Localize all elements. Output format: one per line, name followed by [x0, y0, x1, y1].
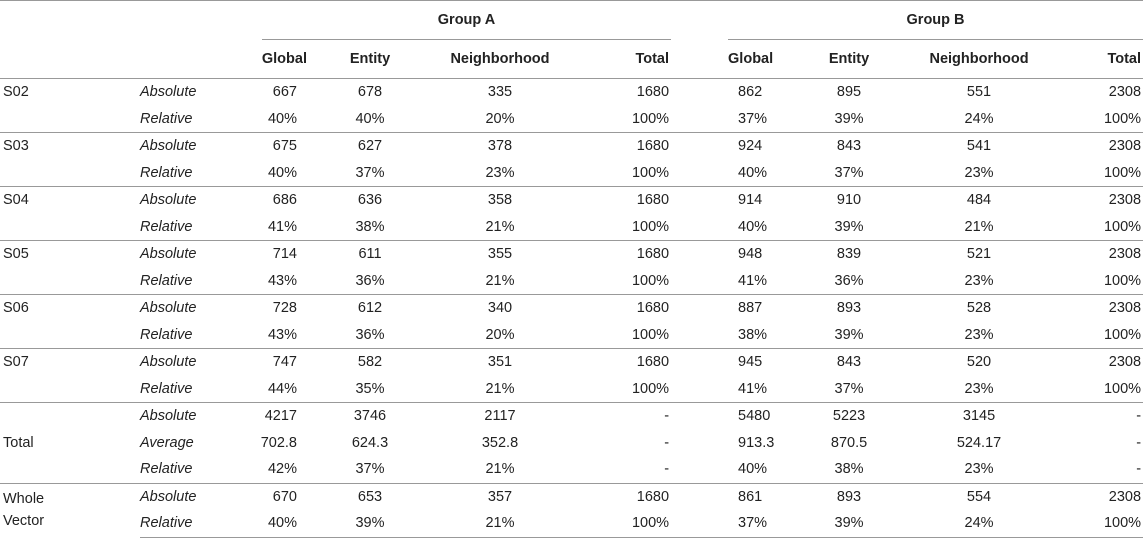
metric-label: Relative: [140, 510, 250, 537]
cell-a-entity: 611: [315, 241, 425, 268]
cell-a-global: 714: [250, 241, 315, 268]
cell-b-neighborhood: 23%: [964, 461, 994, 477]
cell-b-total: 2308: [1054, 79, 1143, 106]
cell-a-global: 670: [250, 483, 315, 510]
col-header-entity-b: Entity: [828, 51, 870, 67]
metric-label: Absolute: [140, 403, 250, 430]
cell-a-entity: 37%: [355, 461, 385, 477]
cell-b-neighborhood: 24%: [904, 510, 1054, 537]
cell-a-entity: 3746: [315, 403, 425, 430]
cell-a-neighborhood: 357: [425, 483, 575, 510]
cell-a-global: 702.8: [260, 434, 297, 451]
cell-b-entity: 39%: [834, 110, 864, 127]
cell-b-total: 100%: [1103, 272, 1142, 289]
cell-b-global: 41%: [738, 272, 768, 289]
cell-a-neighborhood: 378: [425, 133, 575, 160]
cell-b-neighborhood: 23%: [964, 326, 994, 343]
cell-b-global: 40%: [738, 164, 768, 181]
cell-a-global: 686: [250, 187, 315, 214]
cell-a-global: 667: [250, 79, 315, 106]
cell-a-entity: 36%: [355, 326, 385, 343]
row-label: S02: [0, 79, 140, 106]
cell-a-total: -: [664, 434, 670, 451]
row-label: [0, 483, 140, 537]
metric-label: Relative: [140, 164, 193, 181]
cell-a-neighborhood: 340: [425, 295, 575, 322]
cell-a-total: 100%: [631, 110, 670, 127]
metric-label: Absolute: [140, 295, 250, 322]
cell-a-entity: 35%: [355, 380, 385, 397]
cell-b-global: 887: [728, 295, 794, 322]
cell-b-global: 862: [728, 79, 794, 106]
cell-a-global: 43%: [267, 272, 297, 289]
cell-b-total: 2308: [1054, 241, 1143, 268]
metric-label: Absolute: [140, 79, 250, 106]
cell-a-global: 40%: [267, 164, 297, 181]
row-label: S04: [0, 187, 140, 214]
cell-a-global: 43%: [267, 326, 297, 343]
cell-b-total: 100%: [1103, 218, 1142, 235]
cell-b-total: 2308: [1054, 349, 1143, 376]
cell-b-entity: 910: [794, 187, 904, 214]
cell-b-total: 2308: [1054, 483, 1143, 510]
cell-a-total: 1680: [575, 241, 671, 268]
group-gap: [671, 376, 728, 403]
cell-a-total: -: [664, 461, 670, 477]
cell-b-neighborhood: 24%: [964, 110, 994, 127]
row-label: [0, 376, 140, 403]
cell-a-neighborhood: 23%: [485, 164, 515, 181]
cell-b-entity: 38%: [834, 461, 864, 477]
cell-b-neighborhood: 554: [904, 483, 1054, 510]
cell-a-total: -: [575, 403, 671, 430]
cell-b-neighborhood: 541: [904, 133, 1054, 160]
cell-b-neighborhood: 23%: [964, 272, 994, 289]
table-row: [0, 241, 1143, 268]
group-gap: [671, 295, 728, 322]
metric-label: Absolute: [140, 133, 250, 160]
col-header-neighborhood-a: Neighborhood: [450, 51, 550, 67]
cell-b-neighborhood: 520: [904, 349, 1054, 376]
cell-b-total: -: [1054, 403, 1143, 430]
cell-b-total: 100%: [1103, 110, 1142, 127]
group-gap: [671, 187, 728, 214]
row-label: S07: [0, 349, 140, 376]
cell-a-entity: 627: [315, 133, 425, 160]
cell-b-neighborhood: 23%: [964, 380, 994, 397]
cell-a-total: 100%: [631, 164, 670, 181]
cell-a-neighborhood: 21%: [485, 218, 515, 235]
cell-b-global: 948: [728, 241, 794, 268]
metric-label: Relative: [140, 380, 193, 397]
cell-b-global: 38%: [738, 326, 768, 343]
cell-a-neighborhood: 352.8: [481, 434, 519, 451]
cell-a-global: 728: [250, 295, 315, 322]
metric-label: Relative: [140, 326, 193, 343]
cell-a-total: 1680: [575, 295, 671, 322]
cell-a-neighborhood: 20%: [485, 110, 515, 127]
cell-b-global: 41%: [738, 380, 768, 397]
cell-a-total: 1680: [575, 133, 671, 160]
cell-b-global: 37%: [738, 110, 768, 127]
cell-a-entity: 678: [315, 79, 425, 106]
table-row: [0, 483, 1143, 510]
row-label: S06: [0, 295, 140, 322]
cell-b-global: 945: [728, 349, 794, 376]
cell-a-global: 41%: [267, 218, 297, 235]
group-a-header: Group A: [250, 1, 671, 41]
cell-a-entity: 39%: [315, 510, 425, 537]
table-row: [0, 430, 1143, 457]
cell-b-global: 913.3: [738, 434, 775, 451]
col-header-total-a: Total: [635, 51, 670, 67]
col-header-global-a: Global: [261, 51, 307, 67]
cell-b-total: -: [1136, 461, 1142, 477]
cell-b-total: 100%: [1054, 510, 1143, 537]
metric-label: Absolute: [140, 241, 250, 268]
metric-label: Average: [140, 434, 194, 451]
group-gap: [671, 241, 728, 268]
cell-b-entity: 843: [794, 349, 904, 376]
cell-a-neighborhood: 20%: [485, 326, 515, 343]
row-label: [0, 160, 140, 187]
cell-a-neighborhood: 358: [425, 187, 575, 214]
row-label: [0, 268, 140, 295]
cell-a-neighborhood: 21%: [485, 272, 515, 289]
cell-a-total: 1680: [575, 187, 671, 214]
cell-a-neighborhood: 2117: [425, 403, 575, 430]
cell-b-global: 37%: [728, 510, 794, 537]
col-header-global-b: Global: [728, 51, 774, 67]
column-header-row: [0, 40, 1143, 79]
row-label-line1: Whole: [3, 490, 45, 507]
metric-label: Relative: [140, 272, 193, 289]
cell-a-total: 1680: [575, 349, 671, 376]
cell-a-total: 100%: [631, 272, 670, 289]
table-row: [0, 106, 1143, 133]
cell-a-global: 40%: [250, 510, 315, 537]
cell-b-entity: 39%: [834, 218, 864, 235]
cell-b-entity: 870.5: [830, 434, 868, 451]
table-row: [0, 456, 1143, 483]
row-label-line2: Vector: [3, 512, 45, 529]
group-gap: [671, 106, 728, 133]
cell-b-entity: 839: [794, 241, 904, 268]
cell-b-total: 2308: [1054, 187, 1143, 214]
group-gap: [671, 483, 728, 510]
table-row: [0, 322, 1143, 349]
cell-b-entity: 5223: [794, 403, 904, 430]
cell-a-entity: 38%: [355, 218, 385, 235]
row-label: [0, 214, 140, 241]
cell-a-neighborhood: 335: [425, 79, 575, 106]
cell-b-neighborhood: 524.17: [956, 434, 1002, 451]
col-header-neighborhood-b: Neighborhood: [929, 51, 1029, 67]
table-row: [0, 160, 1143, 187]
cell-b-entity: 37%: [834, 380, 864, 397]
cell-b-neighborhood: 21%: [964, 218, 994, 235]
cell-b-entity: 39%: [834, 326, 864, 343]
cell-a-global: 675: [250, 133, 315, 160]
group-header-row: [0, 1, 1143, 41]
cell-a-neighborhood: 351: [425, 349, 575, 376]
group-gap: [671, 133, 728, 160]
cell-b-entity: 893: [794, 295, 904, 322]
group-gap: [671, 349, 728, 376]
cell-a-entity: 636: [315, 187, 425, 214]
group-gap: [671, 430, 728, 457]
row-label: [0, 403, 140, 430]
cell-a-total: 100%: [631, 218, 670, 235]
row-label: [0, 456, 140, 483]
group-gap: [671, 322, 728, 349]
cell-b-global: 861: [728, 483, 794, 510]
metric-label: Absolute: [140, 349, 250, 376]
cell-b-entity: 36%: [834, 272, 864, 289]
cell-a-total: 100%: [575, 510, 671, 537]
cell-b-entity: 895: [794, 79, 904, 106]
row-label: S03: [0, 133, 140, 160]
cell-a-entity: 36%: [355, 272, 385, 289]
cell-b-neighborhood: 521: [904, 241, 1054, 268]
table-row: [0, 133, 1143, 160]
cell-b-total: 100%: [1103, 164, 1142, 181]
metric-label: Relative: [140, 218, 193, 235]
cell-a-global: 44%: [267, 380, 297, 397]
table-row: [0, 79, 1143, 106]
table-row: [0, 510, 1143, 537]
row-label: [0, 106, 140, 133]
metric-label: Relative: [140, 461, 193, 477]
row-label: Total: [3, 434, 34, 451]
cell-b-total: -: [1136, 434, 1142, 451]
cell-a-total: 100%: [631, 326, 670, 343]
group-gap: [671, 268, 728, 295]
cell-b-entity: 893: [794, 483, 904, 510]
group-gap: [671, 79, 728, 106]
table-row: [0, 403, 1143, 430]
cell-a-global: 40%: [267, 110, 297, 127]
cell-a-entity: 582: [315, 349, 425, 376]
cell-a-neighborhood: 21%: [485, 380, 515, 397]
cell-a-entity: 612: [315, 295, 425, 322]
cell-a-global: 747: [250, 349, 315, 376]
table-row: [0, 187, 1143, 214]
cell-b-total: 2308: [1054, 295, 1143, 322]
table-row: [0, 268, 1143, 295]
table-row: [0, 214, 1143, 241]
row-label: S05: [0, 241, 140, 268]
group-gap: [671, 510, 728, 537]
cell-a-entity: 37%: [355, 164, 385, 181]
cell-b-entity: 843: [794, 133, 904, 160]
cell-a-entity: 624.3: [351, 434, 389, 451]
metric-label: Relative: [140, 110, 193, 127]
group-gap: [671, 456, 728, 483]
table-row: [0, 376, 1143, 403]
cell-b-neighborhood: 528: [904, 295, 1054, 322]
cell-a-global: 42%: [267, 461, 297, 477]
cell-a-entity: 653: [315, 483, 425, 510]
cell-a-total: 100%: [631, 380, 670, 397]
table-row: [0, 349, 1143, 376]
cell-b-total: 2308: [1054, 133, 1143, 160]
cell-b-total: 100%: [1103, 380, 1142, 397]
cell-a-entity: 40%: [355, 110, 385, 127]
table-body: [0, 79, 1143, 538]
group-gap: [671, 403, 728, 430]
metric-label: Absolute: [140, 187, 250, 214]
row-label: [0, 322, 140, 349]
col-header-total-b: Total: [1107, 51, 1142, 67]
cell-a-neighborhood: 355: [425, 241, 575, 268]
cell-b-total: 100%: [1103, 326, 1142, 343]
cell-a-total: 1680: [575, 79, 671, 106]
col-header-entity-a: Entity: [349, 51, 391, 67]
cell-b-global: 924: [728, 133, 794, 160]
cell-b-global: 40%: [738, 218, 768, 235]
cell-b-entity: 39%: [794, 510, 904, 537]
cell-b-global: 914: [728, 187, 794, 214]
cell-b-entity: 37%: [834, 164, 864, 181]
group-gap: [671, 214, 728, 241]
cell-b-global: 40%: [738, 461, 768, 477]
cell-b-neighborhood: 3145: [904, 403, 1054, 430]
cell-a-total: 1680: [575, 483, 671, 510]
cell-b-global: 5480: [728, 403, 794, 430]
table-row: [0, 295, 1143, 322]
cell-a-neighborhood: 21%: [485, 461, 515, 477]
cell-b-neighborhood: 23%: [964, 164, 994, 181]
cell-a-global: 4217: [250, 403, 315, 430]
cell-b-neighborhood: 551: [904, 79, 1054, 106]
cell-a-neighborhood: 21%: [425, 510, 575, 537]
group-b-header: Group B: [728, 1, 1143, 41]
metric-label: Absolute: [140, 483, 250, 510]
group-gap: [671, 160, 728, 187]
cell-b-neighborhood: 484: [904, 187, 1054, 214]
